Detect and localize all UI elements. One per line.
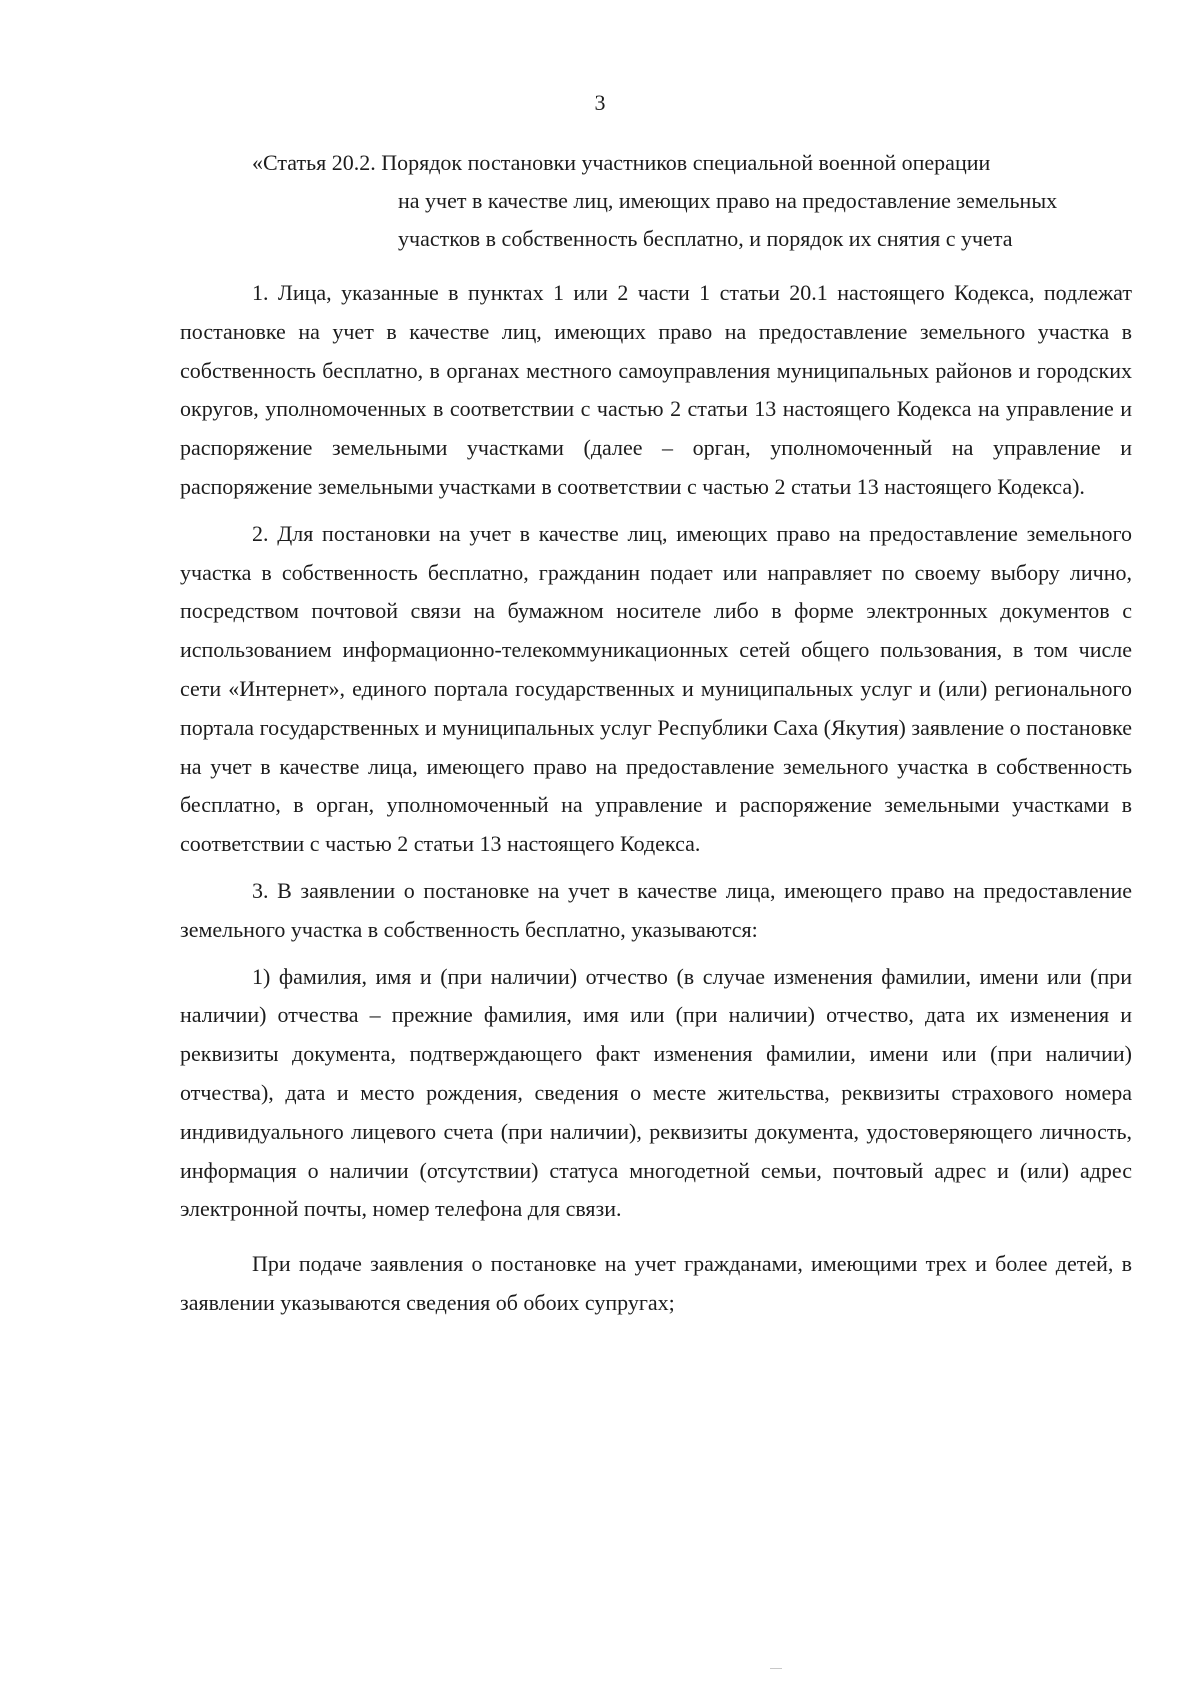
article-title-line: «Статья 20.2. Порядок постановки участников специальной военной операции <box>252 150 991 175</box>
paragraph-part-1: 1. Лица, указанные в пунктах 1 или 2 части 1 статьи 20.1 настоящего Кодекса, подлежат постановке на учет в качестве лиц, имеющих право на предоставление земельного участка в собственность бесплатно, в органах местного самоуправления муниципальных районов и городских округов, уполномоченных в соответствии с частью 2 статьи 13 настоящего Кодекса на управление и распоряжение земельными участками (далее – орган, уполномоченный на управление и распоряжение земельными участками в соответствии с частью 2 статьи 13 настоящего Кодекса). <box>180 280 1132 499</box>
paragraph-part-3: 3. В заявлении о постановке на учет в качестве лица, имеющего право на предоставление земельного участка в собственность бесплатно, указываются: <box>180 877 1132 942</box>
article-body <box>180 274 1132 1323</box>
article-title-line: на учет в качестве лиц, имеющих право на предоставление земельных <box>398 188 1058 213</box>
article-title-line: участков в собственность бесплатно, и порядок их снятия с учета <box>398 226 1013 251</box>
scan-artifact <box>770 1668 782 1669</box>
page-number: 3 <box>594 90 606 115</box>
paragraph-part-2: 2. Для постановки на учет в качестве лиц, имеющих право на предоставление земельного участка в собственность бесплатно, гражданин подает или направляет по своему выбору лично, посредством почтовой связи на бумажном носителе либо в форме электронных документов с использованием информационно-телекоммуникационных сетей общего пользования, в том числе сети «Интернет», единого портала государственных и муниципальных услуг и (или) регионального портала государственных и муниципальных услуг Республики Саха (Якутия) заявление о постановке на учет в качестве лица, имеющего право на предоставление земельного участка в собственность бесплатно, в орган, уполномоченный на управление и распоряжение земельными участками в соответствии с частью 2 статьи 13 настоящего Кодекса. <box>180 520 1132 857</box>
list-item-1: 1) фамилия, имя и (при наличии) отчество (в случае изменения фамилии, имени или (при наличии) отчества – прежние фамилия, имя или (при наличии) отчество, дата их изменения и реквизиты документа, подтверждающего факт изменения фамилии, имени или (при наличии) отчества), дата и место рождения, сведения о месте жительства, реквизиты страхового номера индивидуального лицевого счета (при наличии), реквизиты документа, удостоверяющего личность, информация о наличии (отсутствии) статуса многодетной семьи, почтовый адрес и (или) адрес электронной почты, номер телефона для связи. <box>180 963 1132 1222</box>
paragraph-large-families: При подаче заявления о постановке на учет гражданами, имеющими трех и более детей, в заявлении указываются сведения об обоих супругах; <box>180 1251 1132 1315</box>
